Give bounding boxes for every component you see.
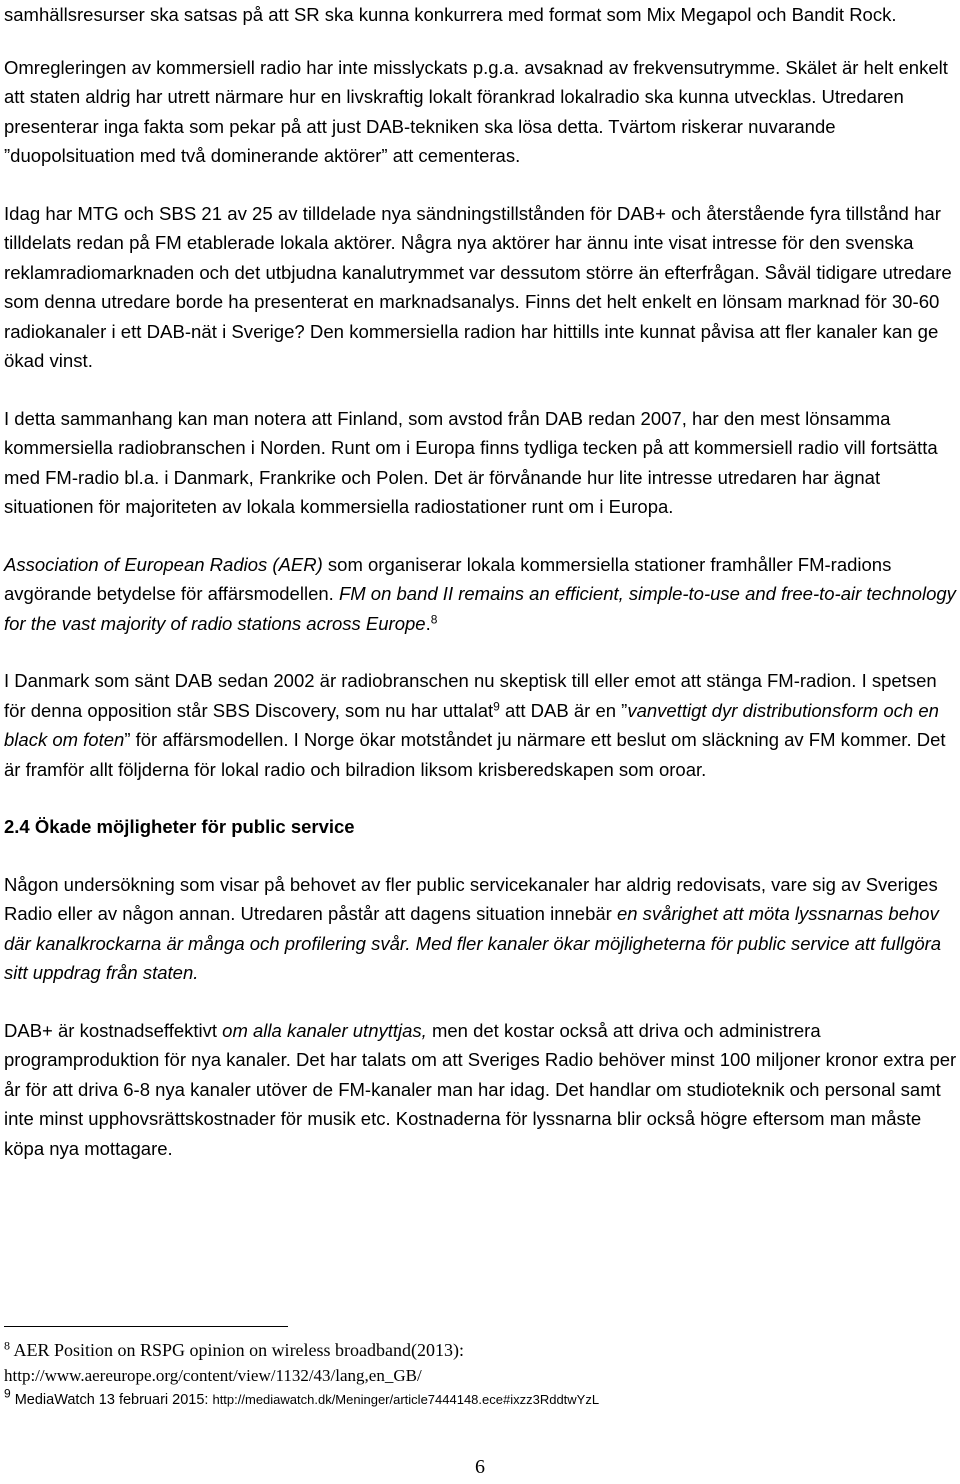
paragraph-text: som organiserar lokala kommersiella stationer framhåller FM-radions avgörande betydelse för affärsmodellen. — [4, 553, 892, 604]
footnote-ref-9[interactable]: 9 — [493, 698, 500, 713]
paragraph-idag — [4, 199, 958, 376]
paragraph-finland — [4, 404, 958, 522]
paragraph-text: Idag har MTG och SBS 21 av 25 av tilldelade nya sändningstillstånden för DAB+ och återstående fyra tillstånd har tilldelats redan på FM etablerade lokala aktörer. Några nya aktörer har ännu inte visat intresse för den svenska reklamradiomarknaden och det utbjudna kanalutrymmet var dessutom större än efterfrågan. Såväl tidigare utredare som denna utredare borde ha presenterat en marknadsanalys. Finns det helt enkelt en lönsam marknad för 30-60 radiokanaler i ett DAB-nät i Sverige? Den kommersiella radion har hittills inte kunnat påvisa att fler kanaler kan ge ökad vinst. — [4, 202, 952, 371]
danmark-quote: vanvettigt dyr distributionsform och en black om foten — [4, 699, 939, 750]
paragraph-text: DAB+ är kostnadseffektivt — [4, 1019, 223, 1041]
footnote-8 — [4, 1337, 954, 1363]
paragraph-text: Någon undersökning som visar på behovet av fler public servicekanaler har aldrig redovisats, vare sig av Sveriges Radio eller av någon annan. Utredaren påstår att dagens situation innebär — [4, 873, 938, 924]
paragraph-danmark — [4, 666, 958, 784]
paragraph-text: I detta sammanhang kan man notera att Finland, som avstod från DAB redan 2007, har den mest lönsamma kommersiella radiobranschen i Norden. Runt om i Europa finns tydliga tecken på att kommersiell radio vill fortsätta med FM-radio bl.a. i Danmark, Frankrike och Polen. Det är förvånande hur lite intresse utredaren har ägnat situationen för majoriteten av lokala kommersiella radiostationer runt om i Europa. — [4, 407, 938, 517]
paragraph-omreglering — [4, 53, 958, 171]
footnote-ref-8[interactable]: 8 — [430, 611, 438, 626]
paragraph-text: samhällsresurser ska satsas på att SR ska kunna konkurrera med format som Mix Megapol och Bandit Rock. — [4, 4, 897, 25]
period: . — [425, 612, 431, 634]
paragraph-public-service — [4, 870, 958, 988]
document-body — [4, 0, 958, 1163]
footnote-number: 8 — [4, 1338, 10, 1353]
paragraph-text: ” för affärsmodellen. I Norge ökar motståndet ju närmare ett beslut om släckning av FM kommer. Det är framför allt följderna för lokal radio och bilradion liksom krisberedskapen som oroar. — [4, 729, 946, 780]
footnote-9 — [4, 1386, 954, 1411]
footnotes — [4, 1326, 954, 1411]
footnote-number: 9 — [4, 1386, 11, 1401]
paragraph-text: men det kostar också att driva och administrera programproduktion för nya kanaler. Det har talats om att Sveriges Radio behöver minst 100 miljoner kronor extra per år för att driva 6-8 nya kanaler utöver de FM-kanaler man har idag. Det handlar om studioteknik och personal samt inte minst upphovsrättskostnader för musik etc. Kostnaderna för lyssnarna blir också högre eftersom man måste köpa nya mottagare. — [4, 1019, 957, 1159]
footnote-text: AER Position on RSPG opinion on wireless broadband(2013): — [13, 1340, 465, 1360]
footnote-8-link[interactable]: http://www.aereurope.org/content/view/1132/43/lang,en_GB/ — [4, 1366, 422, 1385]
dabplus-italic: om alla kanaler utnyttjas, — [222, 1019, 427, 1041]
paragraph-aer — [4, 550, 958, 639]
paragraph-intro — [4, 0, 958, 30]
section-heading: 2.4 Ökade möjligheter för public service — [4, 816, 355, 837]
paragraph-text: I Danmark som sänt DAB sedan 2002 är radiobranschen nu skeptisk till eller emot att stänga FM-radion. I spetsen för denna opposition står SBS Discovery, som nu har uttalat — [4, 670, 937, 721]
paragraph-text: Omregleringen av kommersiell radio har inte misslyckats p.g.a. avsaknad av frekvensutrymme. Skälet är helt enkelt att staten aldrig har utrett närmare hur en livskraftig lokalt förankrad lokalradio ska kunna utvecklas. Utredaren presenterar inga fakta som pekar på att just DAB-tekniken ska lösa detta. Tvärtom riskerar nuvarande ”duopolsituation med två dominerande aktörer” att cementeras. — [4, 56, 948, 166]
footnote-9-link[interactable]: http://mediawatch.dk/Meninger/article7444148.ece#ixzz3RddtwYzL — [212, 1392, 600, 1407]
footnote-divider — [4, 1326, 288, 1327]
paragraph-dab-plus — [4, 1016, 958, 1164]
aer-name: Association of European Radios (AER) — [4, 553, 323, 575]
paragraph-text: att DAB är en ” — [499, 699, 628, 721]
public-service-quote: en svårighet att möta lyssnarnas behov där kanalkrockarna är många och profilering svår. Med fler kanaler ökar möjligheterna för public service att fullgöra sitt uppdrag från staten. — [4, 903, 942, 983]
page-number: 6 — [475, 1456, 485, 1478]
footnote-text: MediaWatch 13 februari 2015: — [14, 1392, 213, 1408]
aer-quote: FM on band II remains an efficient, simple-to-use and free-to-air technology for the vast majority of radio stations across Europe — [4, 583, 956, 634]
